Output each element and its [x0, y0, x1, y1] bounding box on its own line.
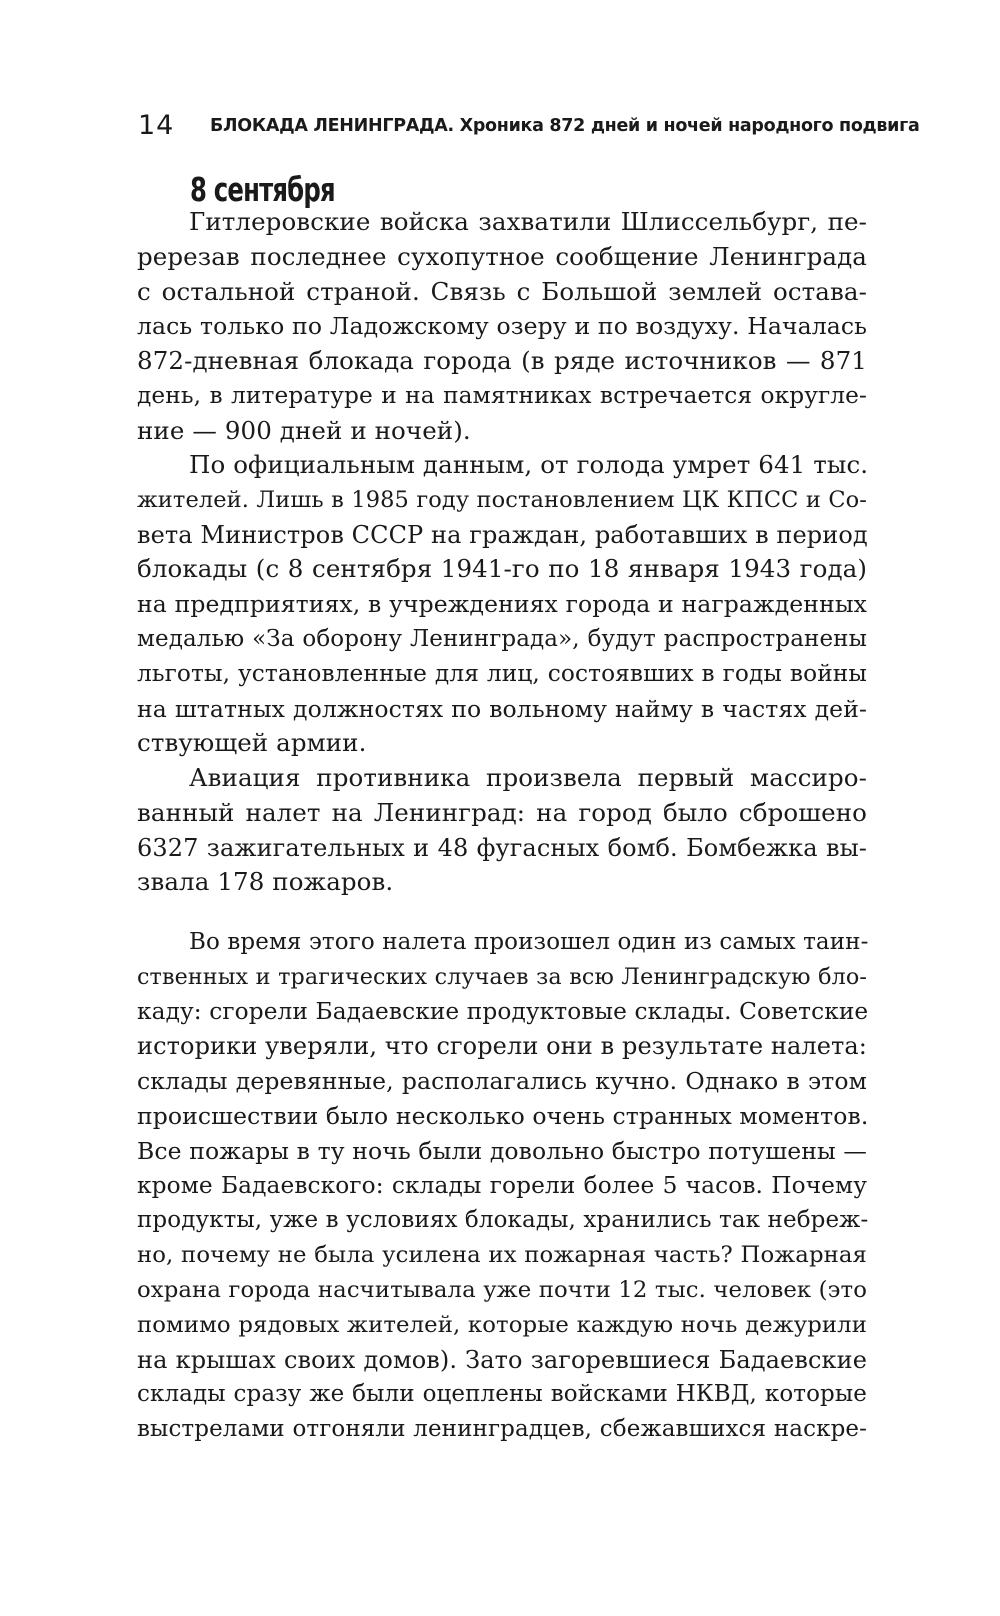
- text-line: каду: сгорели Бадаевские продуктовые склады. Советские: [137, 997, 869, 1025]
- text-line: Во время этого налета произошел один из самых таин-: [189, 929, 869, 955]
- section-heading: 8 сентября: [190, 170, 335, 209]
- text-line: жителей. Лишь в 1985 году постановлением ЦК КПСС и Со-: [137, 486, 867, 513]
- text-line: 6327 зажигательных и 48 фугасных бомб. Бомбежка вы-: [137, 833, 867, 862]
- text-line: медалью «За оборону Ленинграда», будут распространены: [137, 625, 867, 652]
- text-line: блокады (с 8 сентября 1941-го по 18 января 1943 года): [137, 554, 867, 584]
- text-line: Авиация противника произвела первый массиро-: [189, 763, 867, 792]
- text-line: звала 178 пожаров.: [137, 867, 394, 897]
- text-line: По официальным данным, от голода умрет 641 тыс.: [189, 450, 869, 479]
- text-line: склады сразу же были оцеплены войсками НКВД, которые: [137, 1381, 867, 1408]
- paragraph-4: [137, 925, 867, 1447]
- text-line: Гитлеровские войска захватили Шлиссельбург, пе-: [189, 207, 867, 236]
- paragraph-1: [137, 205, 867, 449]
- text-line: ствующей армии.: [137, 728, 367, 758]
- text-line: Все пожары в ту ночь были довольно быстро потушены —: [137, 1136, 867, 1165]
- page-number: 14: [138, 110, 175, 141]
- text-line: лась только по Ладожскому озеру и по воздуху. Началась: [137, 312, 867, 341]
- text-line: с остальной страной. Связь с Большой землей остава-: [137, 276, 867, 306]
- text-line: склады деревянные, располагались кучно. Однако в этом: [137, 1067, 867, 1096]
- text-line: 872-дневная блокада города (в ряде источников — 871: [137, 346, 867, 376]
- paragraph-2: [137, 448, 867, 761]
- text-line: ственных и трагических случаев за всю Ленинградскую бло-: [137, 963, 867, 990]
- text-line: выстрелами отгоняли ленинградцев, сбежавшихся наскре-: [137, 1416, 867, 1443]
- paragraph-3: [137, 761, 867, 900]
- text-line: но, почему не была усилена их пожарная часть? Пожарная: [137, 1242, 867, 1269]
- text-line: ванный налет на Ленинград: на город было сброшено: [137, 797, 867, 827]
- text-line: льготы, установленные для лиц, состоявших в годы войны: [137, 659, 867, 687]
- text-line: кроме Бадаевского: склады горели более 5 часов. Почему: [137, 1171, 867, 1199]
- text-line: охрана города насчитывала уже почти 12 тыс. человек (это: [137, 1276, 867, 1303]
- text-line: на предприятиях, в учреждениях города и награжденных: [137, 590, 867, 619]
- text-line: вета Министров СССР на граждан, работавших в период: [137, 520, 868, 549]
- text-line: на штатных должностях по вольному найму в частях дей-: [137, 694, 867, 723]
- text-line: ререзав последнее сухопутное сообщение Ленинграда: [137, 241, 867, 271]
- text-line: продукты, уже в условиях блокады, хранились так небреж-: [137, 1207, 869, 1234]
- text-line: помимо рядовых жителей, которые каждую ночь дежурили: [137, 1311, 867, 1338]
- text-line: происшествии было несколько очень странных моментов.: [137, 1101, 869, 1130]
- text-line: ние — 900 дней и ночей).: [137, 415, 471, 445]
- book-title: БЛОКАДА ЛЕНИНГРАДА. Хроника 872 дней и ночей народного подвига: [210, 116, 920, 136]
- text-line: на крышах своих домов). Зато загоревшиеся Бадаевские: [137, 1345, 867, 1374]
- text-line: день, в литературе и на памятниках встречается округле-: [137, 381, 867, 409]
- text-line: историки уверяли, что сгорели они в результате налета:: [137, 1032, 867, 1061]
- running-head: [138, 108, 920, 144]
